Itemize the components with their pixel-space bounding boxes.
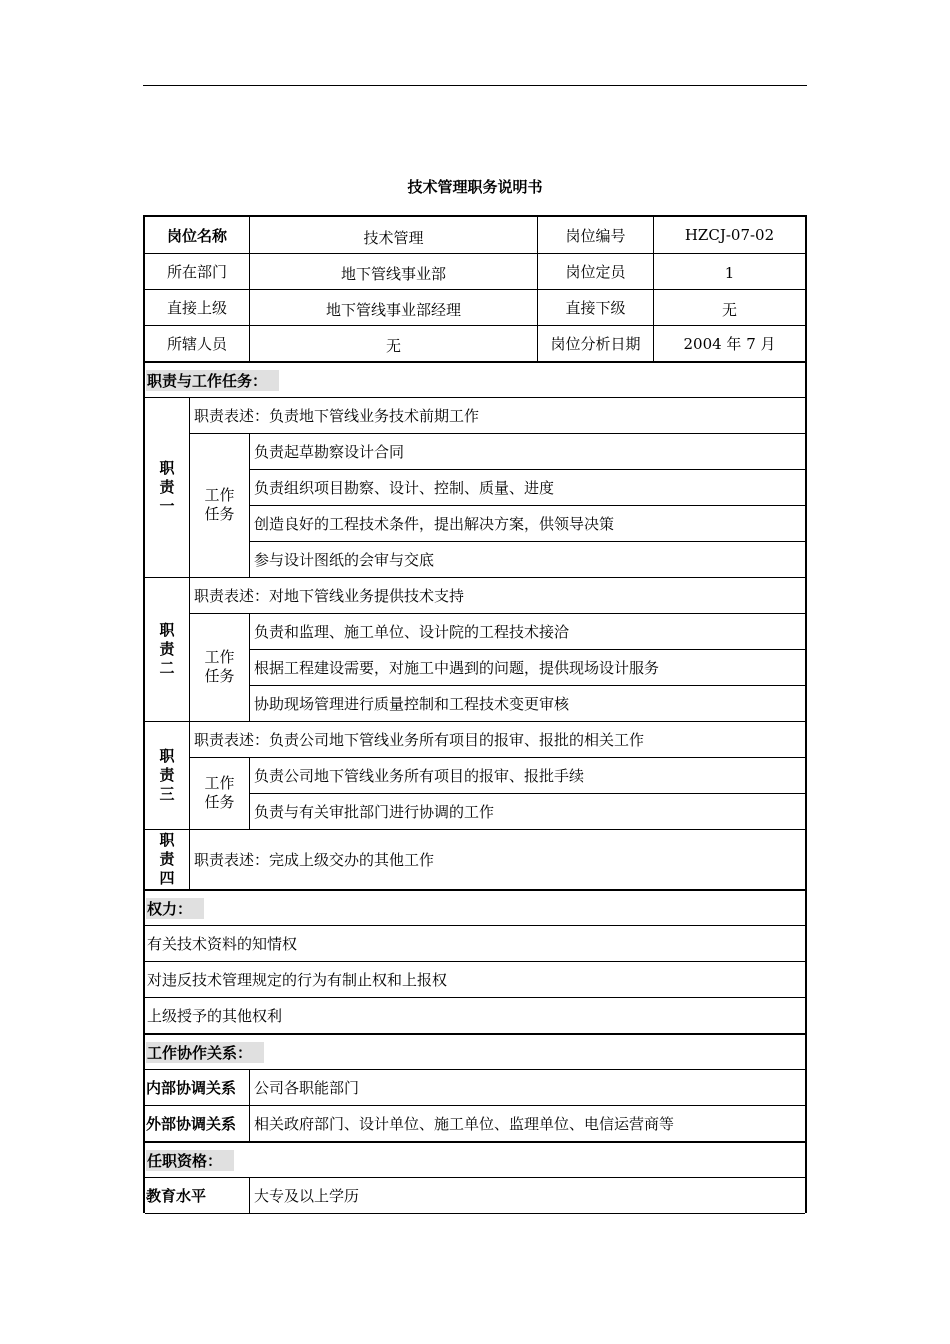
duty-1-statement: 职责表述：负责地下管线业务技术前期工作	[194, 406, 480, 425]
duty-2-task-1: 负责和监理、施工单位、设计院的工程技术接洽	[254, 622, 570, 641]
duty-3-statement: 职责表述：负责公司地下管线业务所有项目的报审、报批的相关工作	[194, 730, 645, 749]
position-code-label: 岗位编号	[565, 226, 626, 245]
internal-coordination-label: 内部协调关系	[146, 1078, 237, 1097]
authority-table	[143, 889, 807, 1033]
duty-3-label: 职 责 三	[159, 746, 175, 803]
duty-3-task-label: 工作 任务	[204, 774, 235, 811]
authority-item-3: 上级授予的其他权利	[147, 1006, 283, 1025]
duties-header: 职责与工作任务：	[146, 370, 279, 391]
direct-superior-value: 地下管线事业部经理	[325, 300, 461, 319]
header-rule	[143, 85, 807, 86]
duty-1-task-4: 参与设计图纸的会审与交底	[254, 550, 435, 569]
position-code-value: HZCJ-07-02	[684, 226, 775, 244]
headcount-label: 岗位定员	[565, 262, 626, 281]
duty-2-label: 职 责 二	[159, 620, 175, 677]
direct-subordinate-value: 无	[721, 300, 737, 319]
duty-4-statement: 职责表述：完成上级交办的其他工作	[194, 850, 435, 869]
analysis-date-value: 2004 年 7 月	[683, 334, 776, 353]
duty-2-task-3: 协助现场管理进行质量控制和工程技术变更审核	[254, 694, 570, 713]
duty-1-label: 职 责 一	[159, 458, 175, 515]
authority-header: 权力：	[146, 898, 204, 919]
job-description-form	[143, 215, 807, 1213]
duty-2-statement: 职责表述：对地下管线业务提供技术支持	[194, 586, 465, 605]
authority-item-1: 有关技术资料的知情权	[147, 934, 298, 953]
duty-3-task-1: 负责公司地下管线业务所有项目的报审、报批手续	[254, 766, 585, 785]
authority-item-2: 对违反技术管理规定的行为有制止权和上报权	[147, 970, 448, 989]
department-value: 地下管线事业部	[340, 264, 446, 283]
qualification-header: 任职资格：	[146, 1150, 234, 1171]
duty-2-task-2: 根据工程建设需要，对施工中遇到的问题，提供现场设计服务	[254, 658, 660, 677]
duty-3-task-2: 负责与有关审批部门进行协调的工作	[254, 802, 495, 821]
headcount-value: 1	[724, 264, 735, 282]
collaboration-table	[143, 1033, 807, 1141]
qualification-table	[143, 1141, 807, 1213]
position-name-value: 技术管理	[363, 228, 424, 247]
education-label: 教育水平	[146, 1186, 207, 1205]
duty-1-task-label: 工作 任务	[204, 486, 235, 523]
duties-table	[143, 361, 807, 889]
duty-2-task-label: 工作 任务	[204, 648, 235, 685]
duty-1-task-1: 负责起草勘察设计合同	[254, 442, 405, 461]
direct-superior-label: 直接上级	[166, 298, 227, 317]
analysis-date-label: 岗位分析日期	[550, 334, 641, 353]
position-name-label: 岗位名称	[166, 226, 227, 245]
collaboration-header: 工作协作关系：	[146, 1042, 264, 1063]
external-coordination-label: 外部协调关系	[146, 1114, 237, 1133]
basic-info-table	[143, 215, 807, 361]
direct-subordinate-label: 直接下级	[565, 298, 626, 317]
internal-coordination-value: 公司各职能部门	[254, 1078, 360, 1097]
external-coordination-value: 相关政府部门、设计单位、施工单位、监理单位、电信运营商等	[254, 1114, 675, 1133]
department-label: 所在部门	[166, 262, 227, 281]
staff-under-value: 无	[385, 336, 401, 355]
duty-1-task-2: 负责组织项目勘察、设计、控制、质量、进度	[254, 478, 555, 497]
document-title: 技术管理职务说明书	[407, 178, 543, 196]
duty-1-task-3: 创造良好的工程技术条件，提出解决方案，供领导决策	[254, 514, 615, 533]
duty-4-label: 职 责 四	[159, 830, 175, 887]
education-value: 大专及以上学历	[254, 1186, 360, 1205]
staff-under-label: 所辖人员	[166, 334, 227, 353]
